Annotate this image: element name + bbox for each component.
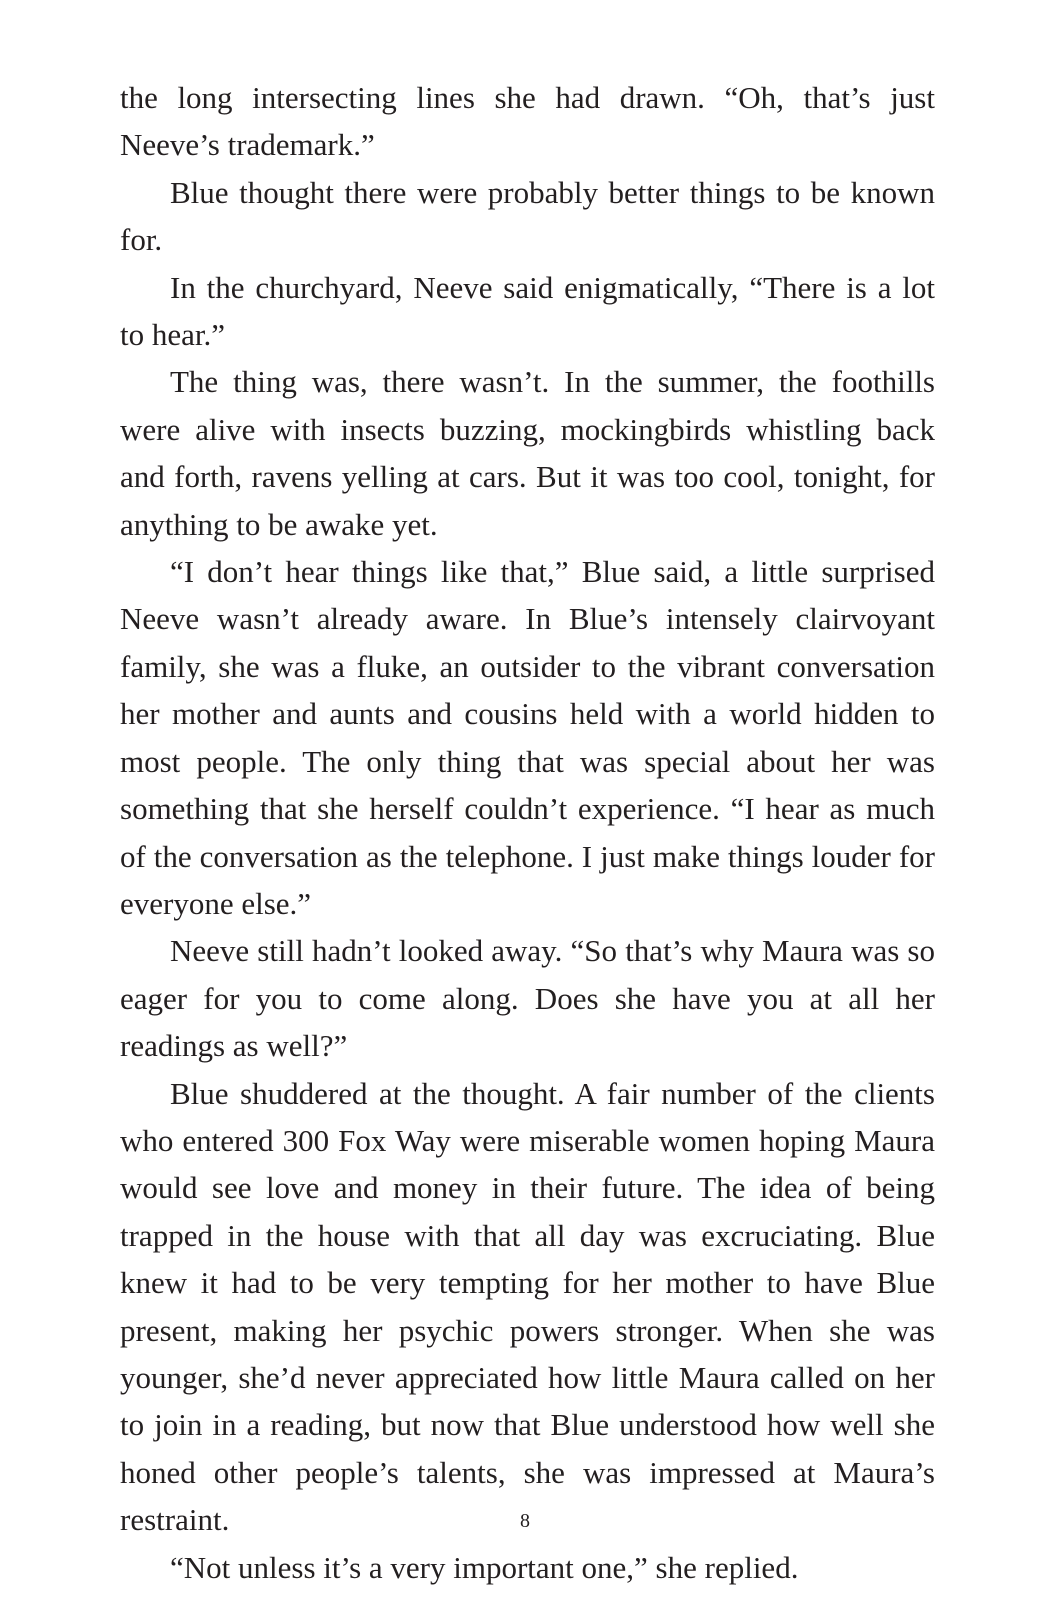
paragraph: “I don’t hear things like that,” Blue said, a little surprised Neeve wasn’t already aware. In Blue’s intensely clairvoyant family, she was a fluke, an outsider to the vibrant conversation her mother and aunts and cousins held with a world hidden to most people. The only thing that was special about her was something that she herself couldn’t experience. “I hear as much of the conversation as the telephone. I just make things louder for everyone else.” (120, 554, 935, 921)
paragraph: “Not unless it’s a very important one,” she replied. (170, 1549, 799, 1585)
body-text (120, 74, 935, 1591)
paragraph: Blue shuddered at the thought. A fair number of the clients who entered 300 Fox Way were miserable women hoping Maura would see love and money in their future. The idea of being trapped in the house with that all day was excruciating. Blue knew it had to be very tempting for her mother to have Blue present, making her psychic powers stronger. When she was younger, she’d never appreciated how little Maura called on her to join in a reading, but now that Blue understood how well she honed other people’s talents, she was impressed at Maura’s restraint. (120, 1075, 935, 1538)
paragraph: Neeve still hadn’t looked away. “So that’s why Maura was so eager for you to come along. Does she have you at all her readings as well?” (120, 933, 935, 1064)
paragraph: In the churchyard, Neeve said enigmatically, “There is a lot to hear.” (120, 269, 935, 353)
paragraph: the long intersecting lines she had drawn. “Oh, that’s just Neeve’s trademark.” (120, 80, 935, 163)
paragraph: The thing was, there wasn’t. In the summer, the foothills were alive with insects buzzing, mockingbirds whistling back and forth, ravens yelling at cars. But it was too cool, tonight, for anything to be awake yet. (120, 364, 935, 542)
paragraph: Blue thought there were probably better things to be known for. (120, 174, 935, 258)
page-number: 8 (520, 1510, 530, 1532)
